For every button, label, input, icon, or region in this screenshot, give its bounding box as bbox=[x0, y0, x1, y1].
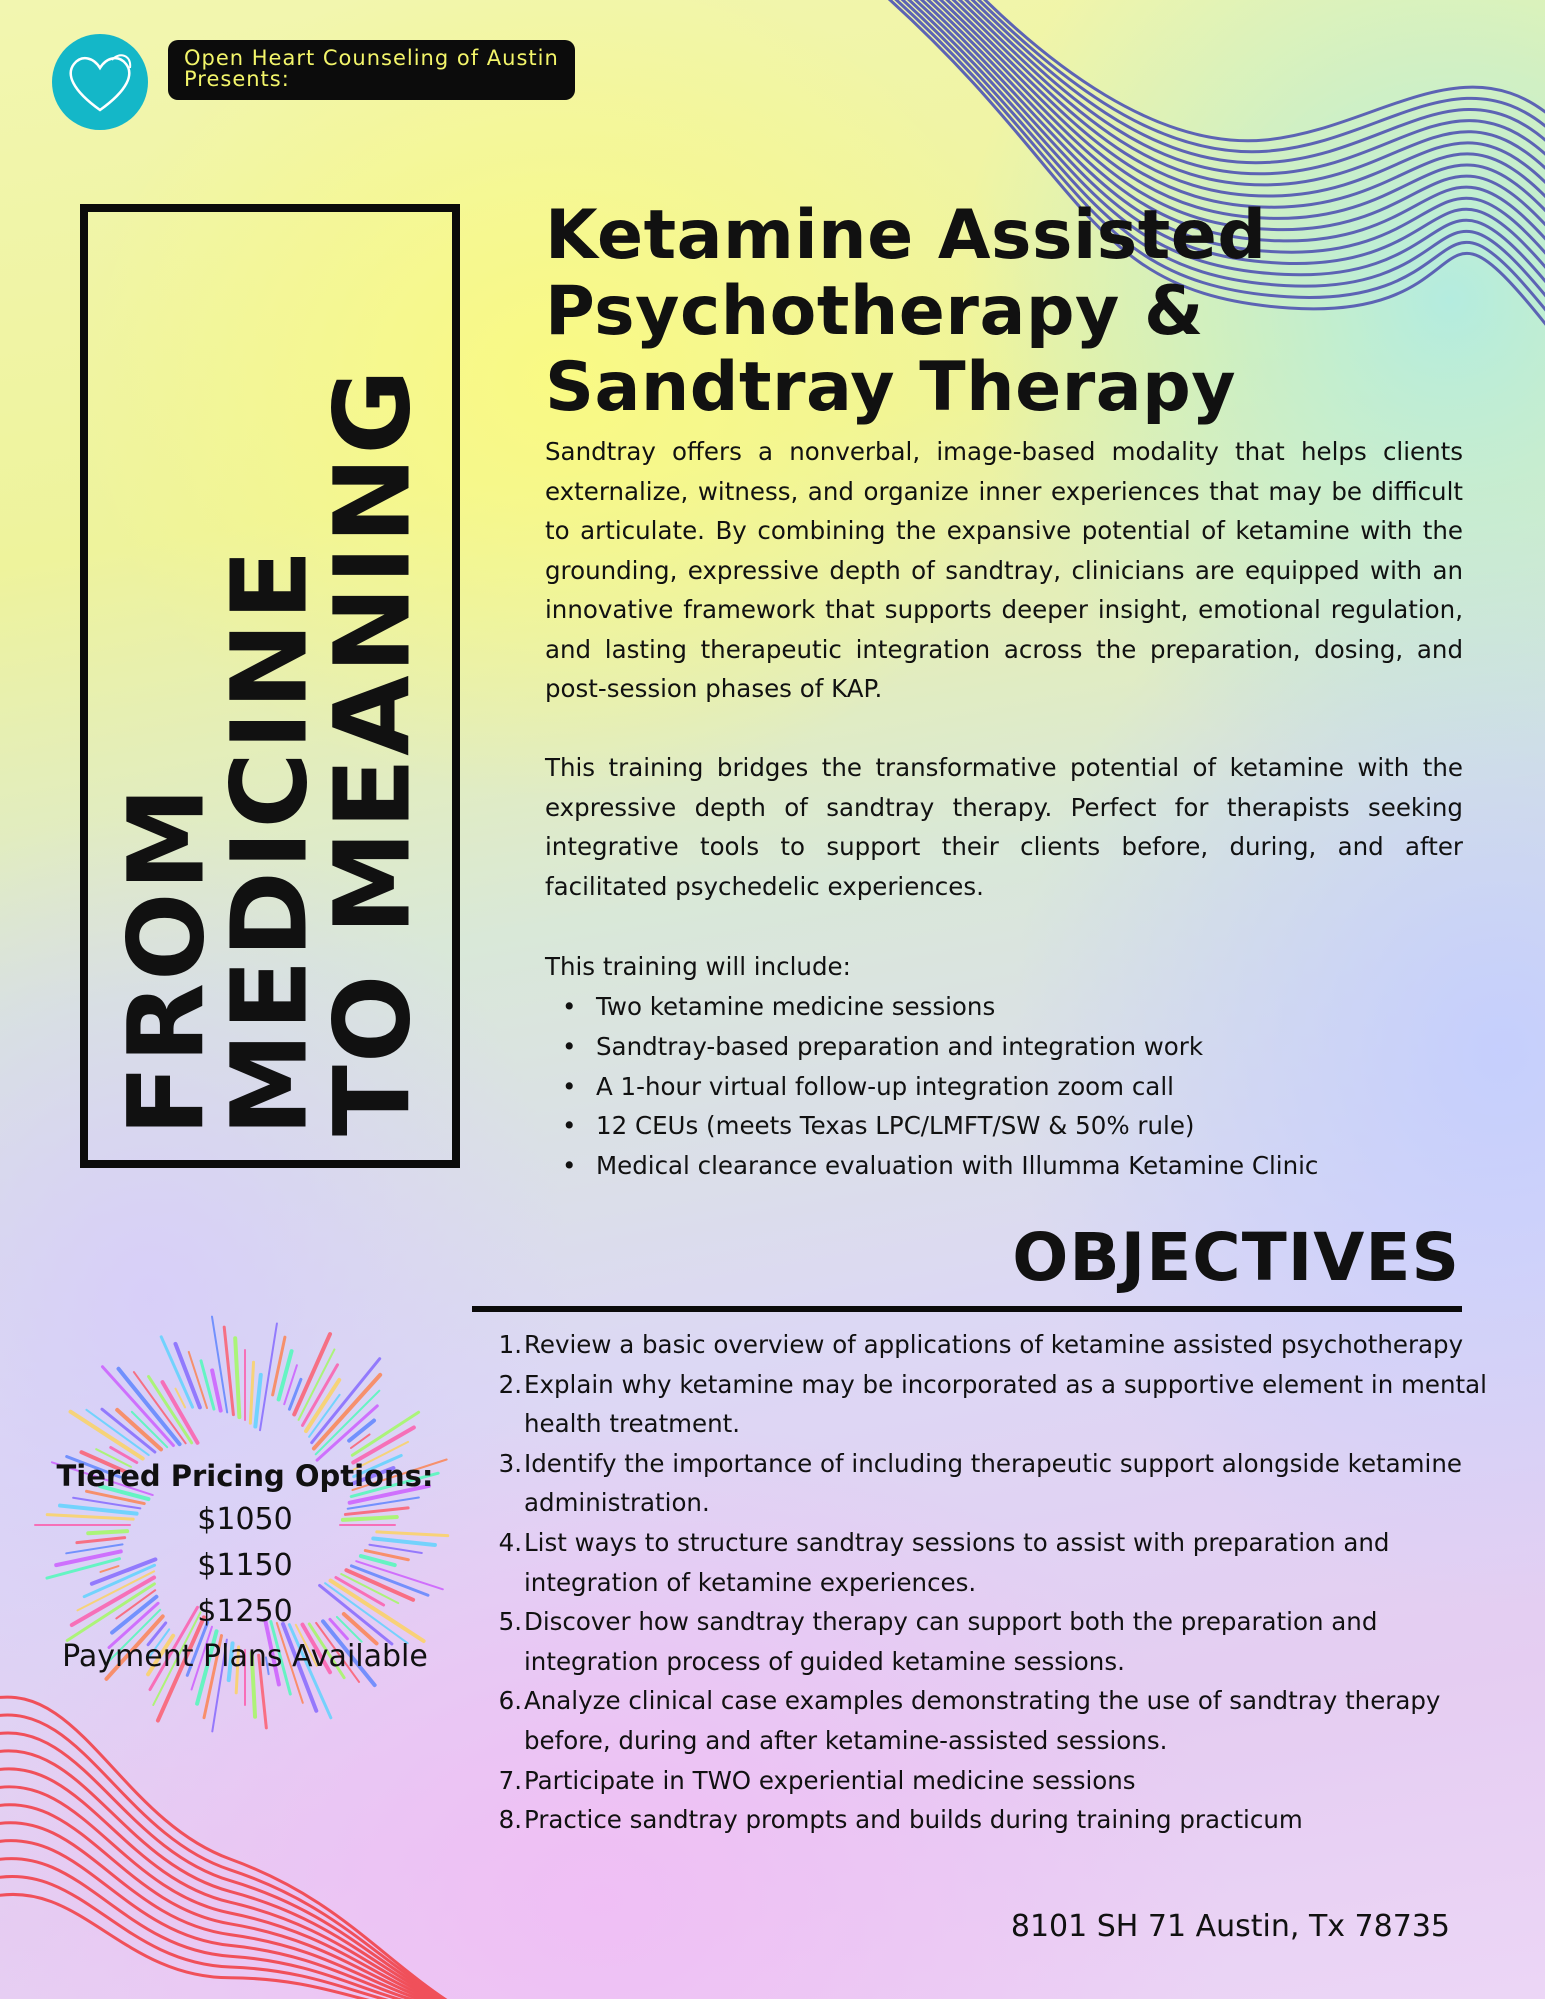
objective-number: 6. bbox=[498, 1686, 522, 1716]
objective-text: List ways to structure sandtray sessions to assist with preparation and integration of ketamine experiences. bbox=[524, 1527, 1390, 1597]
side-banner-line: FROM bbox=[105, 784, 228, 1136]
price-tier: $1250 bbox=[197, 1594, 293, 1629]
objectives-heading: OBJECTIVES bbox=[1012, 1219, 1460, 1296]
objective-text: Explain why ketamine may be incorporated as a supportive element in mental health treatment. bbox=[524, 1369, 1487, 1439]
presenter-label bbox=[168, 40, 575, 100]
side-banner-line: MEDICINE bbox=[208, 547, 331, 1136]
heart-logo-icon bbox=[52, 34, 148, 130]
title-line: Psychotherapy & bbox=[545, 272, 1204, 351]
includes-intro: This training will include: bbox=[545, 952, 851, 981]
burst-ray bbox=[119, 1369, 180, 1444]
page-title bbox=[545, 198, 1365, 426]
description-paragraph: Sandtray offers a nonverbal, image-based modality that helps clients externalize, witness, and organize inner experiences that may be difficult to articulate. By combining the expansive potential of ketamine with the grounding, expressive depth of sandtray, clinicians are equipped with an innovative framework that supports deeper insight, emotional regulation, and lasting therapeutic integration across the preparation, dosing, and post-session phases of KAP. bbox=[545, 437, 1463, 703]
list-item: • Medical clearance evaluation with Illumma Ketamine Clinic bbox=[560, 1146, 1318, 1186]
objective-number: 7. bbox=[498, 1765, 522, 1795]
objective-number: 5. bbox=[498, 1607, 522, 1637]
side-banner-text bbox=[105, 236, 434, 1136]
training-summary-paragraph: This training bridges the transformative potential of ketamine with the expressive depth of sandtray therapy. Perfect for therapists seeking integrative tools to support their clients before, during, and after facilitated psychedelic experiences. bbox=[545, 753, 1463, 901]
objective-number: 3. bbox=[498, 1448, 522, 1478]
objective-text: Discover how sandtray therapy can support both the preparation and integration process of guided ketamine sessions. bbox=[524, 1607, 1378, 1676]
price-tier: $1050 bbox=[197, 1502, 293, 1537]
objective-item bbox=[490, 1681, 1500, 1760]
objective-text: Identify the importance of including therapeutic support alongside ketamine administration. bbox=[524, 1448, 1462, 1518]
objective-item bbox=[490, 1444, 1500, 1523]
objective-text: Review a basic overview of applications of ketamine assisted psychotherapy bbox=[524, 1330, 1464, 1359]
objective-text: Participate in TWO experiential medicine sessions bbox=[524, 1765, 1136, 1795]
objective-text: Practice sandtray prompts and builds during training practicum bbox=[524, 1805, 1303, 1835]
objectives-list bbox=[490, 1325, 1500, 1840]
objective-item bbox=[490, 1365, 1500, 1444]
objective-number: 4. bbox=[498, 1527, 522, 1557]
list-item: • Sandtray-based preparation and integration work bbox=[560, 1027, 1318, 1067]
objective-item bbox=[490, 1523, 1500, 1602]
objective-number: 1. bbox=[498, 1330, 522, 1359]
title-line: Sandtray Therapy bbox=[545, 348, 1237, 427]
objective-text: Analyze clinical case examples demonstrating the use of sandtray therapy before, during and after ketamine-assisted sessions. bbox=[524, 1686, 1441, 1755]
burst-ray bbox=[250, 1362, 253, 1423]
logo bbox=[52, 34, 148, 130]
includes-list bbox=[560, 987, 1318, 1186]
objective-number: 2. bbox=[498, 1369, 522, 1399]
wave-line bbox=[0, 1769, 460, 1999]
side-banner-box bbox=[80, 204, 460, 1168]
payment-plans-note: Payment Plans Available bbox=[62, 1639, 428, 1674]
burst-ray bbox=[349, 1421, 374, 1441]
list-item: • A 1-hour virtual follow-up integration zoom call bbox=[560, 1067, 1318, 1107]
burst-ray bbox=[255, 1375, 260, 1427]
presenter-name: Open Heart Counseling of Austin bbox=[184, 46, 559, 70]
objective-item bbox=[490, 1602, 1500, 1681]
burst-ray bbox=[201, 1361, 214, 1409]
price-tier: $1150 bbox=[197, 1548, 293, 1583]
pricing-heading: Tiered Pricing Options: bbox=[56, 1459, 434, 1493]
objective-number: 8. bbox=[498, 1805, 522, 1835]
presenter-suffix: Presents: bbox=[184, 67, 290, 91]
objective-item bbox=[490, 1761, 1500, 1801]
objective-item bbox=[490, 1800, 1500, 1840]
pricing-block bbox=[30, 1455, 460, 1679]
side-banner-line: TO MEANING bbox=[311, 367, 434, 1136]
list-item: • 12 CEUs (meets Texas LPC/LMFT/SW & 50% rule) bbox=[560, 1106, 1318, 1146]
address: 8101 SH 71 Austin, Tx 78735 bbox=[1010, 1909, 1450, 1944]
objectives-divider bbox=[472, 1306, 1462, 1312]
title-line: Ketamine Assisted bbox=[545, 196, 1267, 275]
objective-item bbox=[490, 1325, 1500, 1365]
list-item: • Two ketamine medicine sessions bbox=[560, 987, 1318, 1027]
burst-ray bbox=[235, 1338, 239, 1417]
